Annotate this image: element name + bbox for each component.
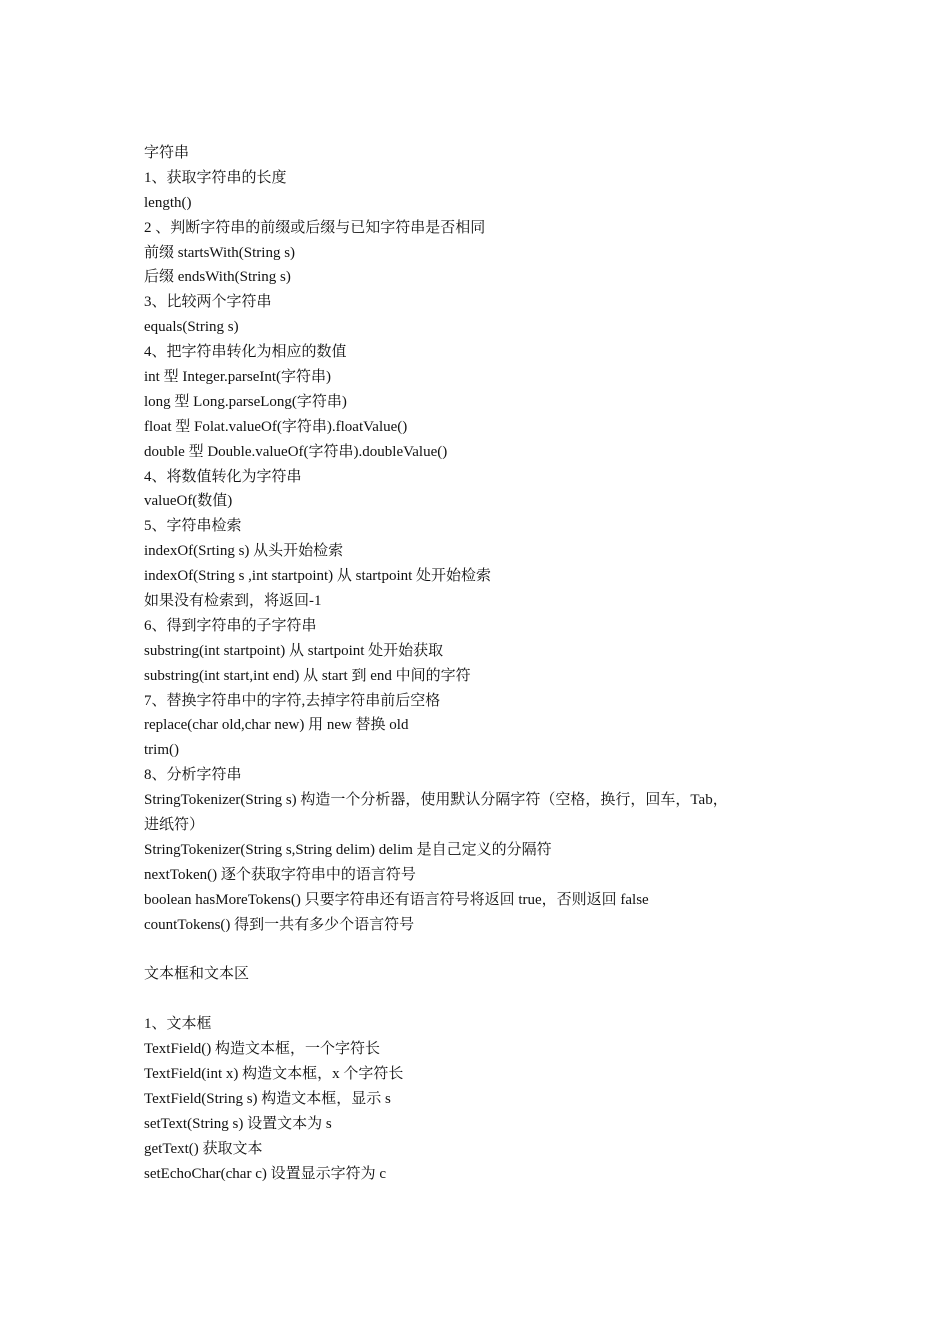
text-line: 如果没有检索到，将返回-1 — [144, 593, 322, 610]
text-line: 2 、判断字符串的前缀或后缀与已知字符串是否相同 — [144, 219, 486, 236]
text-line: getText() 获取文本 — [144, 1140, 263, 1157]
text-line: TextField() 构造文本框，一个字符长 — [144, 1041, 381, 1058]
text-line: 1、获取字符串的长度 — [144, 169, 287, 186]
textfield-methods-list — [144, 1037, 824, 1186]
blank-line — [144, 987, 824, 1012]
section-heading-string: 字符串 — [144, 145, 190, 161]
text-line: 进纸符） — [144, 817, 205, 834]
text-line: replace(char old,char new) 用 new 替换 old — [144, 717, 409, 734]
text-line: equals(String s) — [144, 319, 239, 336]
string-methods-list — [144, 166, 824, 938]
text-line: indexOf(Srting s) 从头开始检索 — [144, 543, 344, 560]
text-line: setEchoChar(char c) 设置显示字符为 c — [144, 1165, 387, 1182]
text-line: 后缀 endsWith(String s) — [144, 269, 291, 286]
text-line: substring(int start,int end) 从 start 到 end 中间的字符 — [144, 667, 471, 684]
text-line: valueOf(数值) — [144, 493, 233, 510]
text-line: TextField(String s) 构造文本框，显示 s — [144, 1090, 391, 1107]
text-line: 8、分析字符串 — [144, 767, 242, 784]
text-line: 5、字符串检索 — [144, 518, 242, 535]
text-line: 7、替换字符串中的字符,去掉字符串前后空格 — [144, 692, 441, 709]
text-line: long 型 Long.parseLong(字符串) — [144, 393, 347, 410]
text-line: setText(String s) 设置文本为 s — [144, 1115, 332, 1132]
text-line: 6、得到字符串的子字符串 — [144, 617, 317, 634]
text-line: StringTokenizer(String s,String delim) delim 是自己定义的分隔符 — [144, 841, 552, 858]
text-line: countTokens() 得到一共有多少个语言符号 — [144, 916, 415, 933]
document-body — [144, 141, 824, 1186]
text-line: length() — [144, 194, 192, 211]
text-line: substring(int startpoint) 从 startpoint 处开始获取 — [144, 642, 444, 659]
text-line: float 型 Folat.valueOf(字符串).floatValue() — [144, 418, 408, 435]
text-line: 3、比较两个字符串 — [144, 294, 272, 311]
text-line: trim() — [144, 742, 179, 759]
text-line: indexOf(String s ,int startpoint) 从 startpoint 处开始检索 — [144, 568, 492, 585]
subsection-heading: 1、文本框 — [144, 1016, 212, 1033]
blank-line — [144, 938, 824, 963]
section-heading-textfield: 文本框和文本区 — [144, 966, 250, 983]
text-line: 4、将数值转化为字符串 — [144, 468, 302, 485]
text-line: StringTokenizer(String s) 构造一个分析器，使用默认分隔字符（空格，换行，回车，Tab， — [144, 792, 728, 809]
text-line: nextToken() 逐个获取字符串中的语言符号 — [144, 866, 416, 883]
text-line: 4、把字符串转化为相应的数值 — [144, 344, 347, 361]
text-line: TextField(int x) 构造文本框，x 个字符长 — [144, 1065, 404, 1082]
text-line: 前缀 startsWith(String s) — [144, 244, 296, 261]
text-line: boolean hasMoreTokens() 只要字符串还有语言符号将返回 true，否则返回 false — [144, 891, 649, 908]
text-line: double 型 Double.valueOf(字符串).doubleValue() — [144, 443, 448, 460]
text-line: int 型 Integer.parseInt(字符串) — [144, 369, 332, 386]
